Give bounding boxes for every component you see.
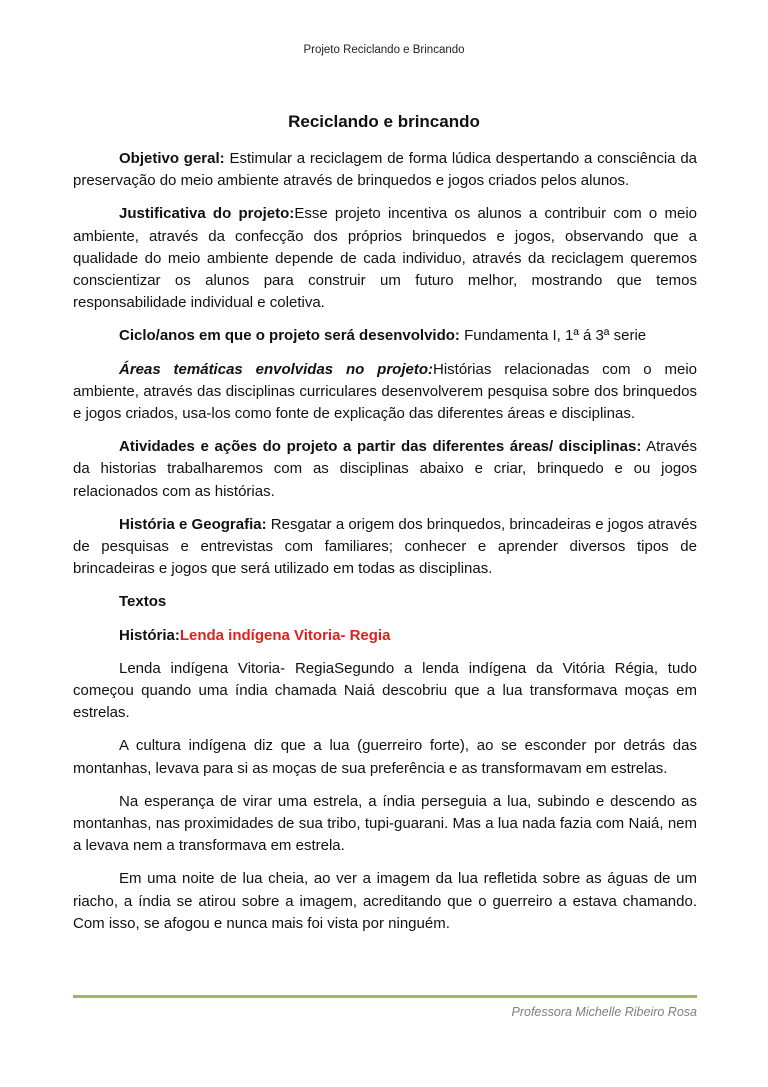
textos-label: Textos (119, 593, 167, 611)
atividades-paragraph (73, 436, 697, 503)
historia-geografia-label: História e Geografia: (119, 515, 267, 533)
atividades-text: Através da historias trabalharemos com as disciplinas abaixo e criar, brinquedo e ou jogos relacionados com as histórias. (73, 438, 697, 500)
justificativa-paragraph (73, 203, 697, 314)
historia-paragraph (73, 625, 697, 647)
story-paragraph: Na esperança de virar uma estrela, a índia perseguia a lua, subindo e descendo as montanhas, nas proximidades de sua tribo, tupi-guarani. Mas a lua nada fazia com Naiá, nem a levava nem a transformava em estrela. (73, 792, 697, 855)
historia-geografia-text: Resgatar a origem dos brinquedos, brincadeiras e jogos através de pesquisas e entrevistas com familiares; conhecer e aprender diversos tipos de brincadeiras e jogos que será utilizado em todas as disciplinas. (73, 515, 697, 578)
objetivo-paragraph (73, 148, 697, 192)
areas-paragraph (73, 359, 697, 426)
story-paragraph: Em uma noite de lua cheia, ao ver a imagem da lua refletida sobre as águas de um riacho, a índia se atirou sobre a imagem, acreditando que o guerreiro a estava chamando. Com isso, se afogou e nunca mais foi vista por ninguém. (73, 870, 697, 932)
areas-label: Áreas temáticas envolvidas no projeto: (119, 360, 433, 378)
objetivo-text: Estimular a reciclagem de forma lúdica despertando a consciência da preservação do meio ambiente através de brinquedos e jogos criados pelos alunos. (73, 150, 697, 190)
atividades-label: Atividades e ações do projeto a partir das diferentes áreas/ disciplinas: (119, 438, 642, 456)
ciclo-paragraph (73, 325, 697, 347)
ciclo-label: Ciclo/anos em que o projeto será desenvolvido: (119, 327, 460, 345)
objetivo-label: Objetivo geral: (119, 150, 225, 167)
page-header: Projeto Reciclando e Brincando (303, 44, 465, 56)
historia-label: História: (119, 626, 180, 644)
justificativa-label: Justificativa do projeto: (119, 205, 295, 223)
footer-divider (73, 995, 697, 998)
justificativa-text: Esse projeto incentiva os alunos a contribuir com o meio ambiente, através da confecção dos próprios brinquedos e jogos, observando que a qualidade do meio ambiente depende de cada individuo, através da reciclagem queremos conscientizar os alunos para construir um futuro melhor, mostrando que temos responsabilidade individual e coletiva. (73, 205, 697, 312)
story-paragraph: Lenda indígena Vitoria- RegiaSegundo a lenda indígena da Vitória Régia, tudo começou quando uma índia chamada Naiá descobriu que a lua transformava moças em estrelas. (73, 659, 697, 722)
historia-geografia-paragraph (73, 514, 697, 581)
ciclo-text: Fundamenta I, 1ª á 3ª serie (459, 327, 647, 345)
textos-heading (73, 591, 697, 613)
footer-author: Professora Michelle Ribeiro Rosa (511, 1005, 697, 1019)
document-body (73, 148, 697, 946)
page-title: Reciclando e brincando (288, 112, 480, 131)
historia-title-link: Lenda indígena Vitoria- Regia (179, 626, 391, 644)
areas-text: Histórias relacionadas com o meio ambiente, através das disciplinas curriculares desenvolverem pesquisa sobre dos brinquedos e jogos criados, usa-los como fonte de explicação das diferentes áreas e disciplinas. (73, 360, 697, 423)
story-paragraph: A cultura indígena diz que a lua (guerreiro forte), ao se esconder por detrás das montanhas, levava para si as moças de sua preferência e as transformavam em estrelas. (73, 737, 697, 777)
